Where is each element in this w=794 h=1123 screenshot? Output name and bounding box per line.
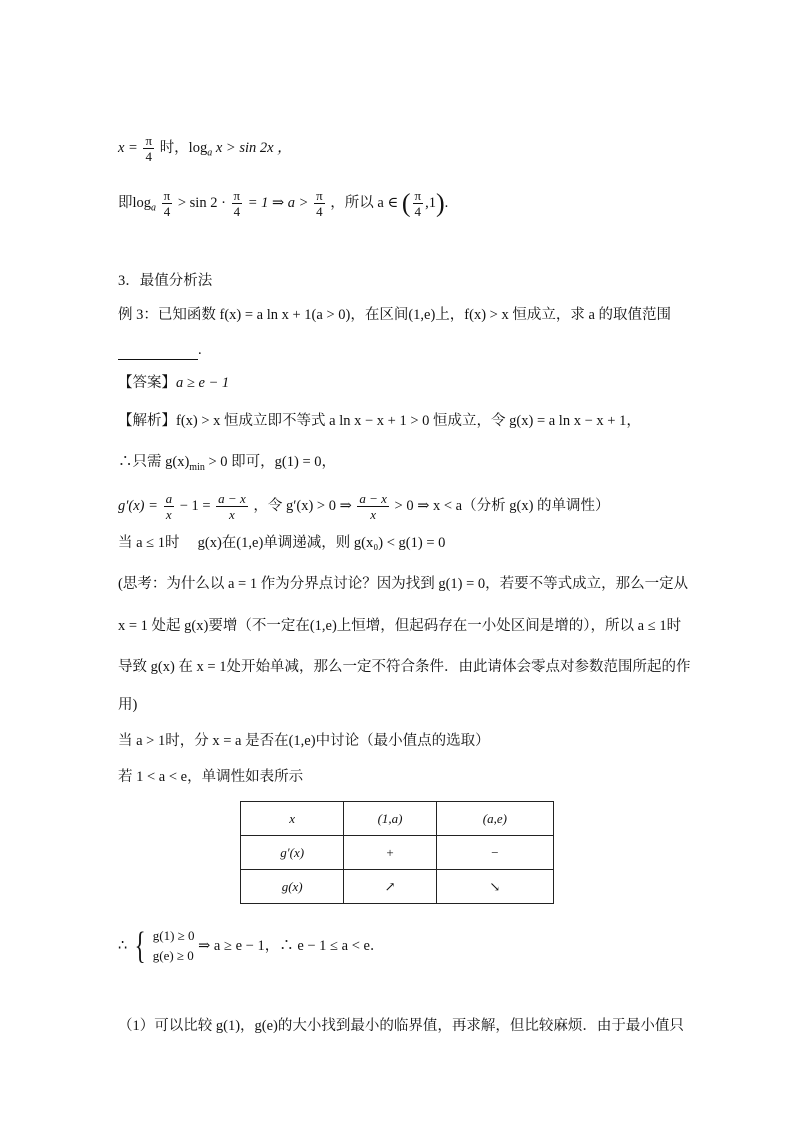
fraction: $\frac{\pi}{4}$ <box>233 188 241 219</box>
analysis-text: f(x) > x 恒成立即不等式 a ln x − x + 1 > 0 恒成立，令 g(x) = a ln x − x + 1， <box>176 413 641 429</box>
fraction: $\frac{\pi}{4}$ <box>163 188 171 219</box>
text: . <box>444 194 449 211</box>
table-cell: g′(x) <box>241 836 344 870</box>
subscript: min <box>189 461 205 473</box>
line-monotonic-intro: 若 1 < a < e，单调性如表所示 <box>118 769 304 785</box>
fraction: $\frac{\pi}{4}$ <box>414 188 422 219</box>
math-text: > sin 2 · <box>177 194 226 211</box>
fraction: $\frac{\pi}{4}$ <box>145 133 153 164</box>
text: > 0 即可，g(1) = 0， <box>204 454 336 470</box>
monotonicity-table <box>240 801 554 904</box>
decreasing-arrow-icon: ↘ <box>436 870 553 904</box>
section-heading: 3．最值分析法 <box>118 273 213 289</box>
answer-value: a ≥ e − 1 <box>176 375 230 391</box>
answer-blank-line <box>118 340 688 360</box>
line-derivative <box>118 491 688 522</box>
table-header-cell: (1,a) <box>344 802 436 836</box>
fraction: $\frac{\pi}{4}$ <box>316 188 323 219</box>
increasing-arrow-icon: ↗ <box>344 870 436 904</box>
line-method-1: （1）可以比较 g(1)，g(e)的大小找到最小的临界值，再求解，但比较麻烦．由于最小值只 <box>118 1018 684 1034</box>
text: ，令 g′(x) > 0 ⇒ <box>253 497 352 514</box>
answer-line <box>118 373 688 393</box>
subscript: a <box>151 202 157 214</box>
text: ，所以 a ∈ <box>330 194 399 211</box>
math-text: x > sin 2x ， <box>212 139 292 156</box>
line-thinking-2: x = 1 处起 g(x)要增（不一定在(1,e)上恒增，但起码存在一小处区间是增的），所以 a ≤ 1时 <box>118 618 682 634</box>
answer-blank <box>118 345 198 360</box>
system-row: g(1) ≥ 0 <box>152 928 195 943</box>
text: 时，log <box>159 139 208 156</box>
text: > 0 ⇒ x < a（分析 g(x) 的单调性） <box>394 497 610 514</box>
table-cell: g(x) <box>241 870 344 904</box>
subscript: a <box>207 147 213 159</box>
line-case-a-le-1: 当 a ≤ 1时 g(x)在(1,e)单调递减，则 g(x₀) < g(1) = 0 <box>118 535 446 551</box>
table-cell: + <box>344 836 436 870</box>
math-text: − 1 = <box>179 497 211 514</box>
line-thinking-4: 用) <box>118 697 138 713</box>
answer-label: 【答案】 <box>118 375 176 391</box>
table-row <box>241 870 554 904</box>
text: 即log <box>118 194 152 211</box>
math-text: ,1 <box>425 194 436 211</box>
fraction: $\frac{a - x}{x}$ <box>359 491 387 522</box>
brace: { <box>134 925 146 967</box>
therefore-symbol: ∴ <box>118 938 128 954</box>
math-text: x = <box>118 139 138 156</box>
math-text: ⇒ a ≥ e − 1，∴ e − 1 ≤ a < e． <box>198 938 385 954</box>
line-log-inequality <box>118 188 688 219</box>
text: ∴只需 g(x) <box>118 454 190 470</box>
table-header-cell: (a,e) <box>436 802 553 836</box>
inequality-system <box>153 926 195 966</box>
math-text: = 1 ⇒ a > <box>247 194 309 211</box>
line-system <box>118 926 688 970</box>
analysis-line <box>118 411 688 431</box>
text: . <box>198 342 202 358</box>
paren: ) <box>435 188 445 218</box>
example-3-statement: 例 3：已知函数 f(x) = a ln x + 1(a > 0)，在区间(1,e)上，f(x) > x 恒成立，求 a 的取值范围 <box>118 307 672 323</box>
fraction: $\frac{a - x}{x}$ <box>218 491 246 522</box>
fraction: $\frac{a}{x}$ <box>165 491 173 522</box>
table-row <box>241 836 554 870</box>
math-text: g′(x) = <box>118 497 158 514</box>
table-row <box>241 802 554 836</box>
system-row: g(e) ≥ 0 <box>152 948 194 963</box>
table-cell: − <box>436 836 553 870</box>
line-x-eq-pi-over-4 <box>118 133 688 164</box>
table-header-cell: x <box>241 802 344 836</box>
analysis-label: 【解析】 <box>118 413 176 429</box>
line-thinking-3: 导致 g(x) 在 x = 1处开始单减，那么一定不符合条件．由此请体会零点对参数范围所起的作 <box>118 659 691 675</box>
paren: ( <box>401 188 411 218</box>
line-gmin <box>118 452 688 478</box>
line-case-a-gt-1: 当 a > 1时，分 x = a 是否在(1,e)中讨论（最小值点的选取） <box>118 733 490 749</box>
line-thinking-1: (思考：为什么以 a = 1 作为分界点讨论？因为找到 g(1) = 0，若要不等式成立，那么一定从 <box>118 576 689 592</box>
